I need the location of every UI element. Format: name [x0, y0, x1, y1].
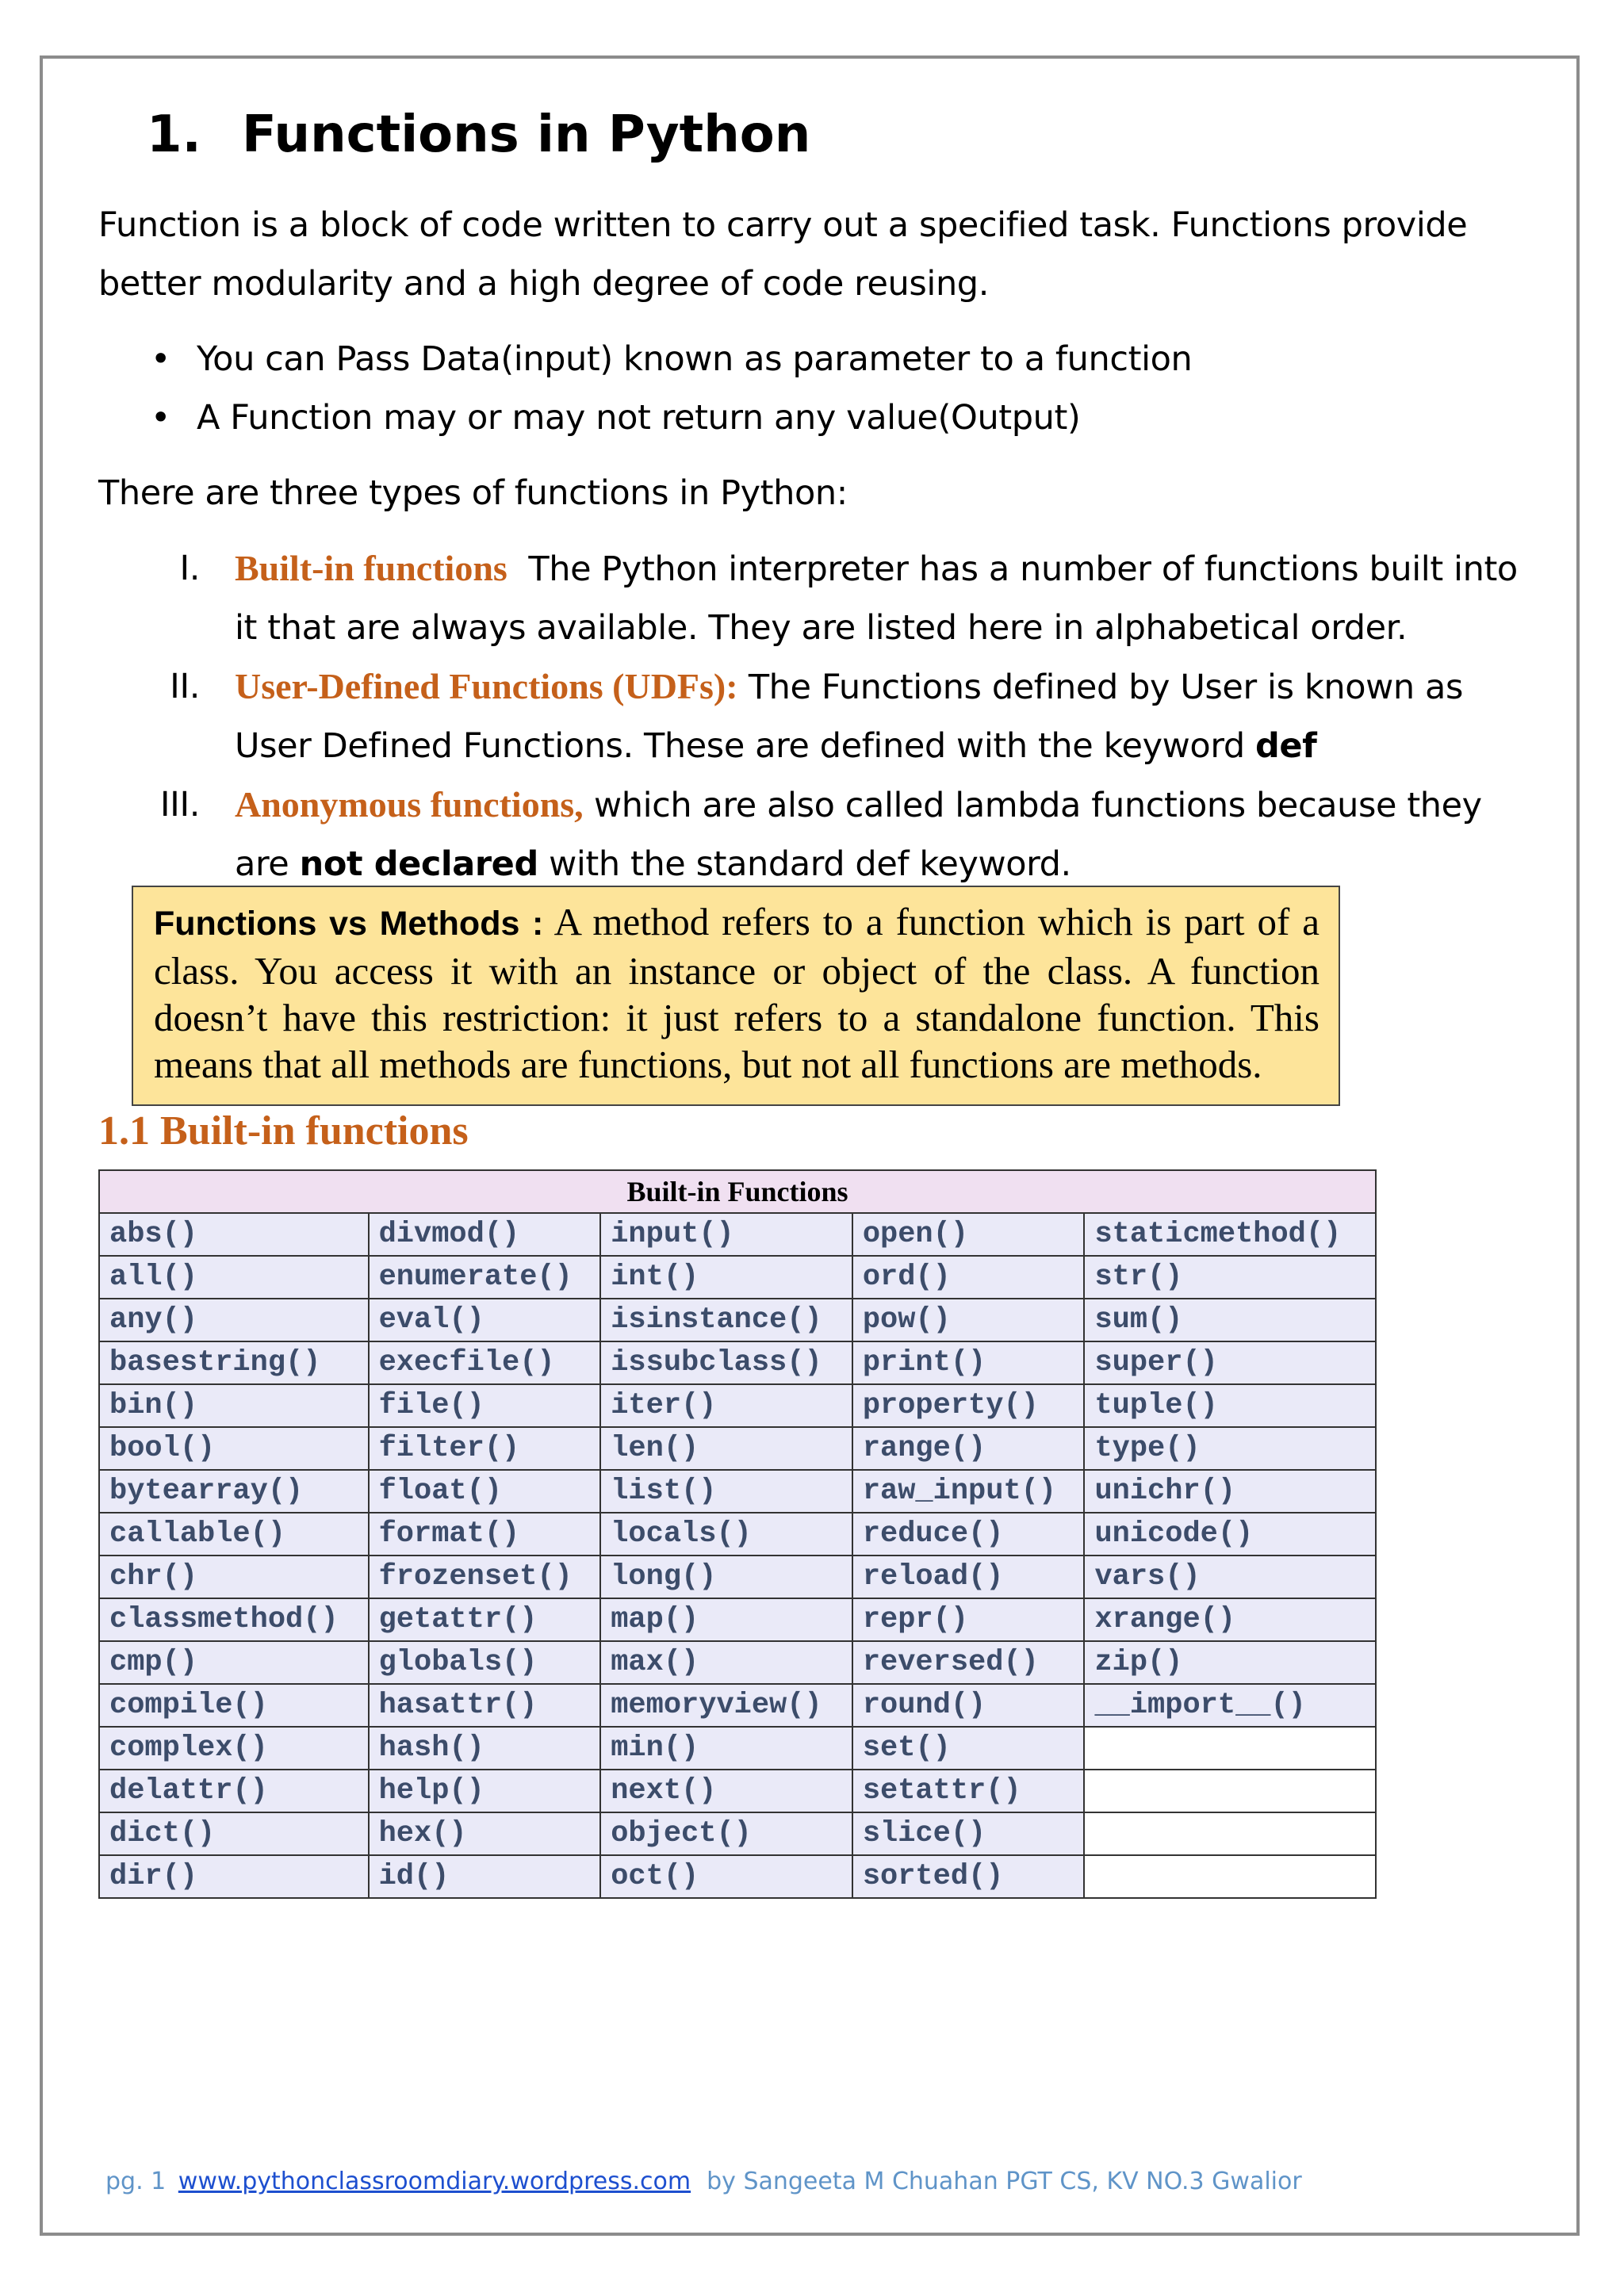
table-cell: slice() [852, 1812, 1085, 1855]
type-item-udf [98, 657, 1526, 775]
title-number: 1. [147, 105, 201, 164]
table-cell [1084, 1855, 1376, 1898]
roman-numeral: I. [179, 549, 200, 588]
table-cell: dir() [99, 1855, 369, 1898]
type-item-builtin [98, 539, 1529, 657]
table-cell: raw_input() [852, 1470, 1085, 1513]
table-cell: long() [600, 1556, 852, 1598]
table-row [99, 1470, 1376, 1513]
table-cell: cmp() [99, 1641, 369, 1684]
table-cell: dict() [99, 1812, 369, 1855]
table-row [99, 1256, 1376, 1299]
table-cell: __import__() [1084, 1684, 1376, 1727]
table-cell: zip() [1084, 1641, 1376, 1684]
table-cell: memoryview() [600, 1684, 852, 1727]
table-row [99, 1341, 1376, 1384]
table-cell: repr() [852, 1598, 1085, 1641]
functions-vs-methods-note [132, 886, 1340, 1106]
footer-author: by Sangeeta M Chuahan PGT CS, KV NO.3 Gwalior [707, 2168, 1302, 2195]
table-cell: sum() [1084, 1299, 1376, 1341]
table-cell: next() [600, 1770, 852, 1812]
table-cell: bytearray() [99, 1470, 369, 1513]
keyword-def: def [1255, 726, 1317, 766]
table-cell: any() [99, 1299, 369, 1341]
table-cell: round() [852, 1684, 1085, 1727]
table-cell: list() [600, 1470, 852, 1513]
table-cell: getattr() [369, 1598, 601, 1641]
table-row [99, 1513, 1376, 1556]
table-cell: callable() [99, 1513, 369, 1556]
page-footer [105, 2168, 1302, 2195]
type-description: which are also called lambda functions because they are [235, 786, 1493, 884]
type-item-anonymous [98, 775, 1526, 894]
table-cell: set() [852, 1727, 1085, 1770]
bullet-item: • You can Pass Data(input) known as parameter to a function [151, 330, 1192, 388]
table-cell: enumerate() [369, 1256, 601, 1299]
table-body [99, 1213, 1376, 1898]
table-row [99, 1727, 1376, 1770]
table-cell: hash() [369, 1727, 601, 1770]
note-text: A method refers to a function which is part of a class. You access it with an instance or object of the class. A function doesn’t have this restriction: it just refers to a standalone function. This means that all methods are functions, but not all functions are methods. [154, 900, 1320, 1086]
table-cell: len() [600, 1427, 852, 1470]
table-cell: basestring() [99, 1341, 369, 1384]
table-cell: issubclass() [600, 1341, 852, 1384]
table-cell: reduce() [852, 1513, 1085, 1556]
type-term: Anonymous functions, [235, 784, 584, 825]
table-cell: unicode() [1084, 1513, 1376, 1556]
table-cell: isinstance() [600, 1299, 852, 1341]
table-cell: bool() [99, 1427, 369, 1470]
type-term: Built-in functions [235, 548, 508, 588]
table-cell: file() [369, 1384, 601, 1427]
footer-page-number: pg. 1 [105, 2168, 167, 2195]
table-cell: bin() [99, 1384, 369, 1427]
type-description: The Functions defined by User is known as User Defined Functions. These are defined with the keyword [235, 668, 1474, 766]
table-cell: globals() [369, 1641, 601, 1684]
table-cell: locals() [600, 1513, 852, 1556]
table-cell: object() [600, 1812, 852, 1855]
table-cell: help() [369, 1770, 601, 1812]
feature-bullets [151, 330, 1192, 447]
note-lead: Functions vs Methods : [154, 905, 544, 943]
table-row [99, 1299, 1376, 1341]
table-cell: staticmethod() [1084, 1213, 1376, 1256]
table-cell: compile() [99, 1684, 369, 1727]
table-cell: chr() [99, 1556, 369, 1598]
table-row [99, 1427, 1376, 1470]
table-cell: unichr() [1084, 1470, 1376, 1513]
table-row [99, 1684, 1376, 1727]
table-cell: iter() [600, 1384, 852, 1427]
table-cell: str() [1084, 1256, 1376, 1299]
table-cell: sorted() [852, 1855, 1085, 1898]
types-intro: There are three types of functions in Python: [98, 473, 848, 513]
table-cell [1084, 1770, 1376, 1812]
table-cell: reversed() [852, 1641, 1085, 1684]
table-cell [1084, 1727, 1376, 1770]
intro-paragraph: Function is a block of code written to carry out a specified task. Functions provide better modularity and a high degree of code reusing. [98, 205, 1468, 304]
table-cell: frozenset() [369, 1556, 601, 1598]
table-cell: range() [852, 1427, 1085, 1470]
table-cell: float() [369, 1470, 601, 1513]
table-cell: oct() [600, 1855, 852, 1898]
table-cell: max() [600, 1641, 852, 1684]
table-cell [1084, 1812, 1376, 1855]
table-cell: hasattr() [369, 1684, 601, 1727]
table-cell: tuple() [1084, 1384, 1376, 1427]
table-row [99, 1556, 1376, 1598]
table-cell: type() [1084, 1427, 1376, 1470]
table-row [99, 1770, 1376, 1812]
table-row [99, 1213, 1376, 1256]
table-row [99, 1384, 1376, 1427]
table-cell: format() [369, 1513, 601, 1556]
table-row [99, 1812, 1376, 1855]
table-cell: delattr() [99, 1770, 369, 1812]
table-row [99, 1598, 1376, 1641]
table-cell: map() [600, 1598, 852, 1641]
table-row [99, 1855, 1376, 1898]
table-cell: int() [600, 1256, 852, 1299]
page-title [147, 103, 810, 166]
type-description-end: with the standard def keyword. [538, 844, 1071, 884]
emphasis-not-declared: not declared [299, 844, 538, 884]
table-cell: super() [1084, 1341, 1376, 1384]
table-cell: xrange() [1084, 1598, 1376, 1641]
table-cell: hex() [369, 1812, 601, 1855]
table-cell: execfile() [369, 1341, 601, 1384]
table-cell: vars() [1084, 1556, 1376, 1598]
table-cell: print() [852, 1341, 1085, 1384]
table-cell: property() [852, 1384, 1085, 1427]
table-cell: eval() [369, 1299, 601, 1341]
table-row [99, 1641, 1376, 1684]
footer-website-link[interactable]: www.pythonclassroomdiary.wordpress.com [178, 2168, 691, 2195]
table-cell: min() [600, 1727, 852, 1770]
table-cell: filter() [369, 1427, 601, 1470]
section-title: 1.1 Built-in functions [98, 1108, 469, 1154]
bullet-item: • A Function may or may not return any value(Output) [151, 388, 1192, 447]
table-cell: abs() [99, 1213, 369, 1256]
table-cell: ord() [852, 1256, 1085, 1299]
table-cell: all() [99, 1256, 369, 1299]
table-cell: input() [600, 1213, 852, 1256]
table-caption: Built-in Functions [99, 1170, 1376, 1213]
table-cell: classmethod() [99, 1598, 369, 1641]
roman-numeral: III. [159, 785, 200, 825]
title-text: Functions in Python [242, 105, 811, 164]
builtin-functions-table [98, 1169, 1377, 1899]
table-cell: setattr() [852, 1770, 1085, 1812]
table-cell: reload() [852, 1556, 1085, 1598]
type-description: The Python interpreter has a number of functions built into it that are always available. They are listed here in alphabetical order. [235, 549, 1529, 648]
table-cell: open() [852, 1213, 1085, 1256]
table-cell: complex() [99, 1727, 369, 1770]
table-cell: divmod() [369, 1213, 601, 1256]
type-term: User-Defined Functions (UDFs): [235, 666, 738, 706]
function-types-list [98, 539, 1529, 894]
roman-numeral: II. [170, 667, 200, 706]
table-cell: id() [369, 1855, 601, 1898]
table-cell: pow() [852, 1299, 1085, 1341]
